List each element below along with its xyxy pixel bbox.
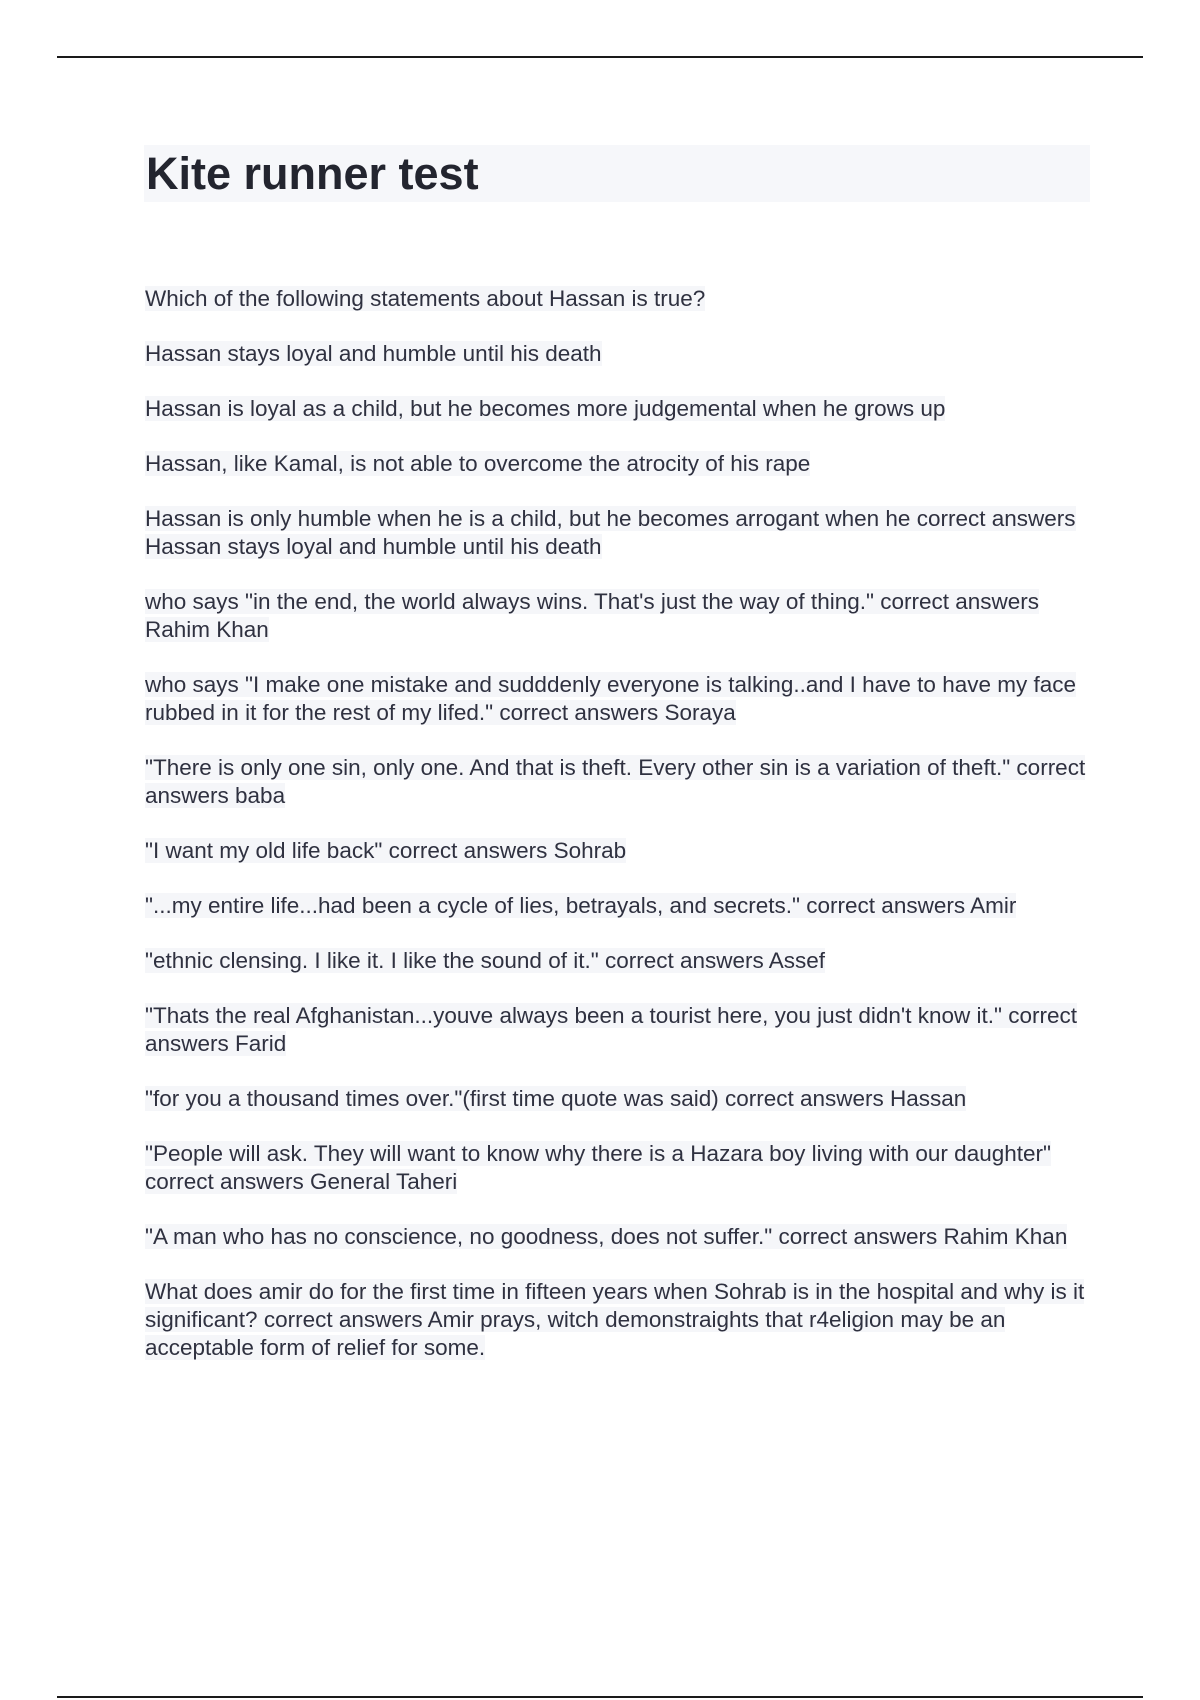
paragraph-text: "I want my old life back" correct answers Sohrab: [145, 838, 627, 863]
qa-world-always-wins: [145, 588, 1095, 644]
paragraph-text: "...my entire life...had been a cycle of lies, betrayals, and secrets." correct answers Amir: [145, 893, 1017, 918]
paragraph-text: "People will ask. They will want to know why there is a Hazara boy living with our daughter" correct answers General Taheri: [145, 1141, 1051, 1194]
qa-one-mistake: [145, 671, 1095, 727]
option-loyal-humble: [145, 340, 1095, 368]
option-like-kamal: [145, 450, 1095, 478]
option-arrogant-answer: [145, 505, 1095, 561]
paragraph-text: Which of the following statements about Hassan is true?: [145, 286, 706, 311]
paragraph-text: "Thats the real Afghanistan...youve always been a tourist here, you just didn't know it." correct answers Farid: [145, 1003, 1078, 1056]
qa-ethnic-clensing: [145, 947, 1095, 975]
document-title: Kite runner test: [146, 148, 479, 199]
paragraph-text: What does amir do for the first time in fifteen years when Sohrab is in the hospital and why is it significant? correct answers Amir prays, witch demonstraights that r4eligion may be an acceptable form of relief for some.: [145, 1279, 1085, 1360]
top-rule: [57, 56, 1143, 58]
qa-only-one-sin: [145, 754, 1095, 810]
option-judgemental: [145, 395, 1095, 423]
paragraph-text: "for you a thousand times over."(first time quote was said) correct answers Hassan: [145, 1086, 967, 1111]
document-body: [145, 285, 1095, 1389]
paragraph-text: "ethnic clensing. I like it. I like the sound of it." correct answers Assef: [145, 948, 826, 973]
paragraph-text: Hassan is only humble when he is a child, but he becomes arrogant when he correct answers Hassan stays loyal and humble until his death: [145, 506, 1076, 559]
paragraph-text: who says "in the end, the world always wins. That's just the way of thing." correct answers Rahim Khan: [145, 589, 1040, 642]
bottom-rule: [57, 1696, 1143, 1698]
qa-real-afghanistan: [145, 1002, 1095, 1058]
paragraph-text: "There is only one sin, only one. And that is theft. Every other sin is a variation of theft." correct answers baba: [145, 755, 1086, 808]
paragraph-text: Hassan, like Kamal, is not able to overcome the atrocity of his rape: [145, 451, 811, 476]
paragraph-text: Hassan is loyal as a child, but he becomes more judgemental when he grows up: [145, 396, 946, 421]
qa-old-life-back: [145, 837, 1095, 865]
paragraph-text: Hassan stays loyal and humble until his death: [145, 341, 602, 366]
question-hassan-true: [145, 285, 1095, 313]
qa-amir-prays: [145, 1278, 1095, 1362]
qa-thousand-times-over: [145, 1085, 1095, 1113]
qa-cycle-of-lies: [145, 892, 1095, 920]
paragraph-text: "A man who has no conscience, no goodness, does not suffer." correct answers Rahim Khan: [145, 1224, 1068, 1249]
qa-no-conscience: [145, 1223, 1095, 1251]
qa-people-will-ask: [145, 1140, 1095, 1196]
paragraph-text: who says "I make one mistake and sudddenly everyone is talking..and I have to have my face rubbed in it for the rest of my lifed." correct answers Soraya: [145, 672, 1077, 725]
